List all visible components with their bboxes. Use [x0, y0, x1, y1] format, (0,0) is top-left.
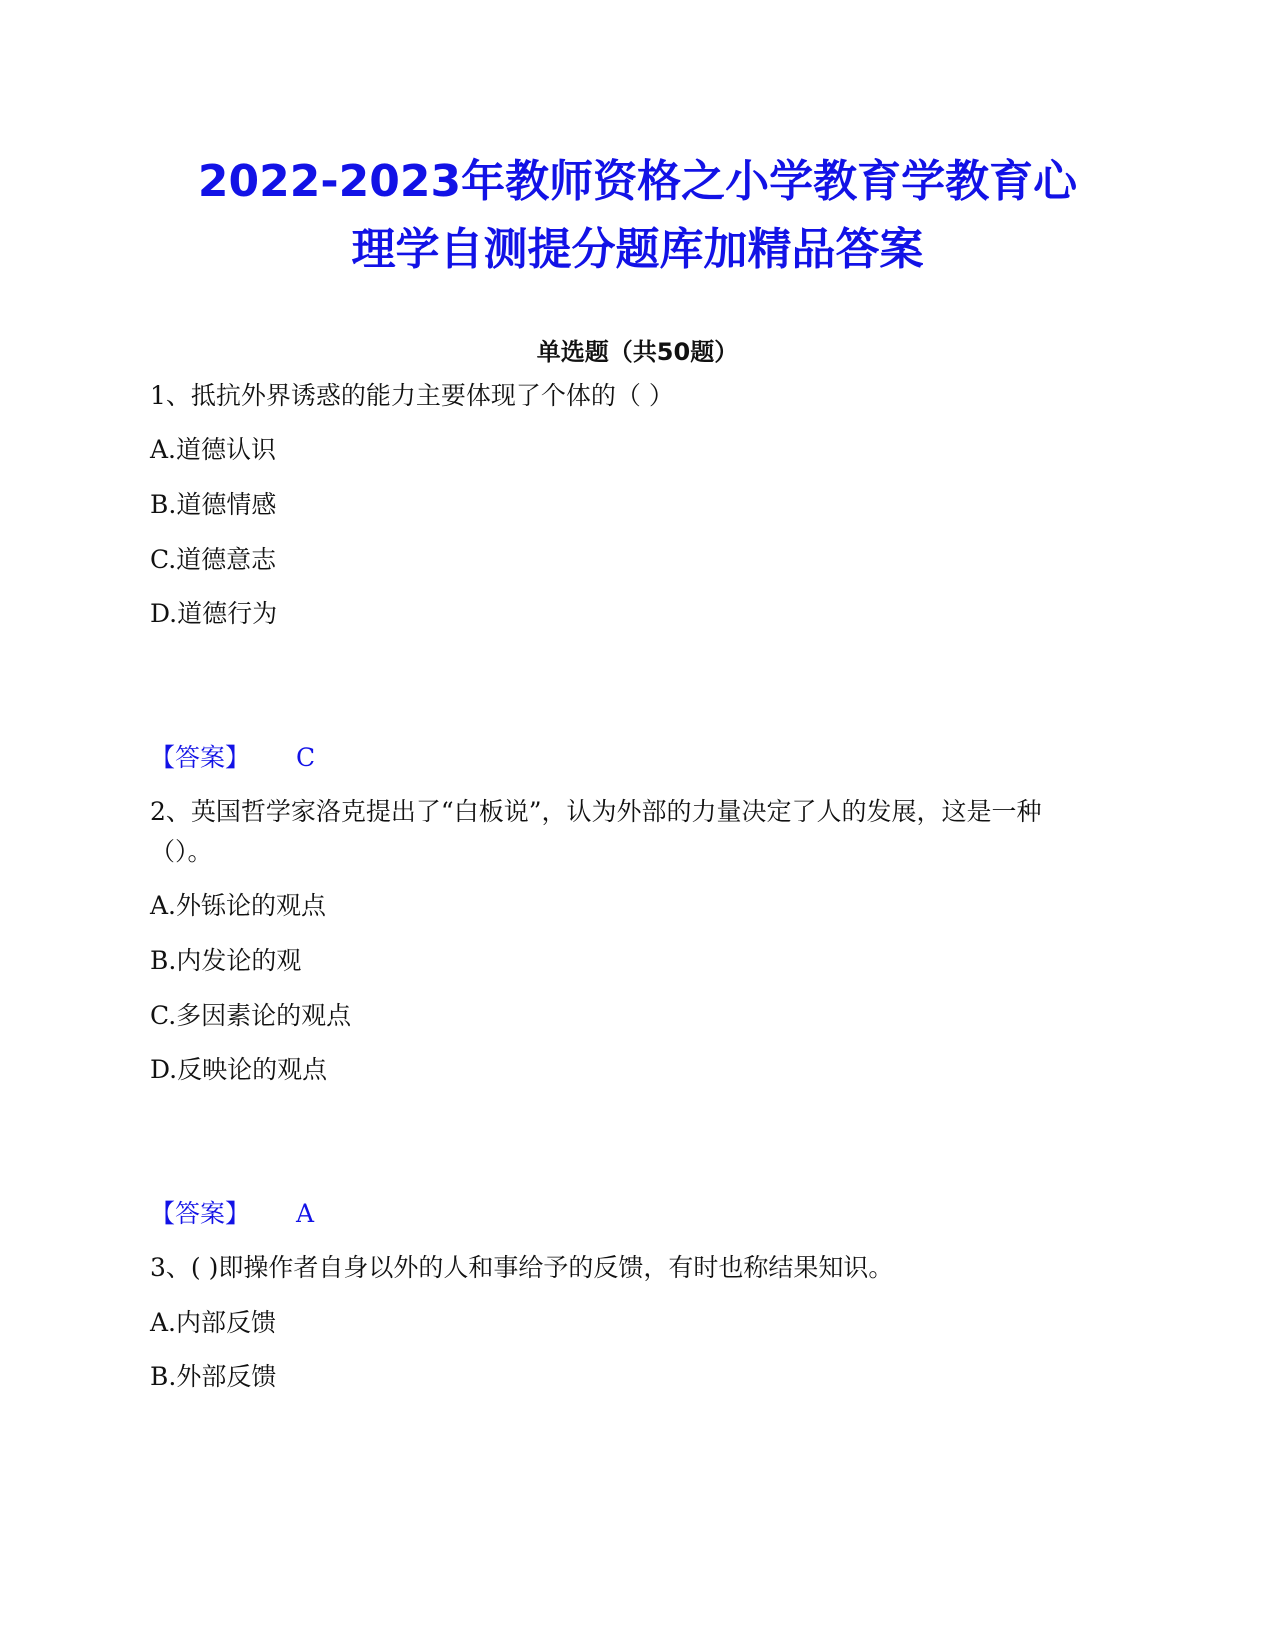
answer-label: 【答案】 [150, 743, 251, 772]
option-b: B.外部反馈 [150, 1362, 277, 1391]
option-b: B.道德情感 [150, 490, 277, 519]
option-d: D.反映论的观点 [150, 1055, 328, 1084]
section-heading: 单选题（共50题） [536, 338, 739, 366]
question-stem: 2、英国哲学家洛克提出了“白板说”，认为外部的力量决定了人的发展，这是一种（）。 [150, 797, 1042, 866]
answer-value: A [296, 1199, 315, 1228]
question-stem: 1、抵抗外界诱惑的能力主要体现了个体的（ ） [150, 381, 674, 410]
option-a: A.外铄论的观点 [150, 891, 327, 920]
option-a: A.道德认识 [150, 435, 277, 464]
option-a: A.内部反馈 [150, 1308, 277, 1337]
title-line-2: 理学自测提分题库加精品答案 [351, 224, 924, 275]
answer-value: C [296, 743, 316, 772]
answer-line [150, 1194, 314, 1234]
option-c: C.多因素论的观点 [150, 1001, 352, 1030]
option-d: D.道德行为 [150, 599, 278, 628]
answer-label: 【答案】 [150, 1199, 251, 1228]
page-title [0, 148, 1275, 284]
option-b: B.内发论的观 [150, 946, 302, 975]
title-line-1: 2022-2023年教师资格之小学教育学教育心 [197, 156, 1078, 207]
answer-line [150, 738, 315, 778]
option-c: C.道德意志 [150, 545, 277, 574]
question-stem: 3、( )即操作者自身以外的人和事给予的反馈，有时也称结果知识。 [150, 1253, 894, 1282]
